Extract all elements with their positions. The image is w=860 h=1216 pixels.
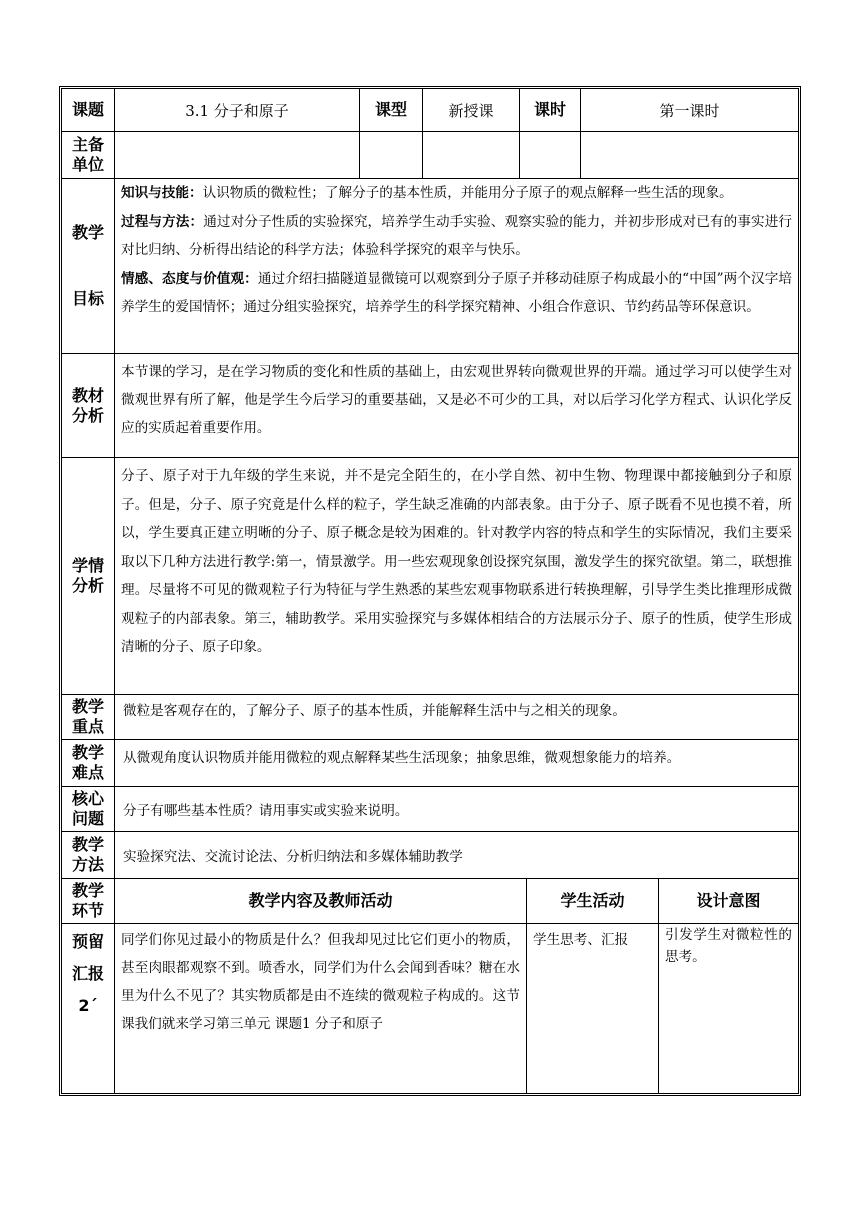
student-column-header bbox=[527, 879, 659, 924]
methods-label-line1: 教学 bbox=[71, 835, 104, 854]
intent-column-header-text: 设计意图 bbox=[696, 891, 761, 910]
core-question-label-line2: 问题 bbox=[71, 809, 104, 828]
goals-knowledge-title: 知识与技能： bbox=[121, 185, 203, 201]
key-points-label-line1: 教学 bbox=[71, 697, 104, 716]
goals-knowledge-text: 认识物质的微粒性；了解分子的基本性质，并能用分子原子的观点解释一些生活的现象。 bbox=[202, 185, 733, 201]
goals-label bbox=[62, 179, 115, 354]
steps-label bbox=[62, 879, 115, 924]
key-points-label bbox=[62, 695, 115, 740]
core-question-label bbox=[62, 787, 115, 832]
period-label-text: 课时 bbox=[533, 100, 566, 119]
difficulties-label-line1: 教学 bbox=[71, 743, 104, 762]
methods-label bbox=[62, 832, 115, 879]
difficulties-text: 从微观角度认识物质并能用微粒的观点解释某些生活现象；抽象思维，微观想象能力的培养。 bbox=[123, 750, 681, 766]
material-label bbox=[62, 354, 115, 458]
goals-content bbox=[115, 179, 798, 354]
step1-student-text: 学生思考、汇报 bbox=[533, 932, 629, 948]
step1-label-line3: 2´ bbox=[78, 996, 98, 1015]
goals-label-line1: 教学 bbox=[71, 223, 104, 242]
core-question-text: 分子有哪些基本性质？请用事实或实验来说明。 bbox=[123, 803, 409, 819]
step1-label-line2: 汇报 bbox=[71, 964, 104, 983]
student-column-header-text: 学生活动 bbox=[560, 891, 625, 910]
goals-label-line2: 目标 bbox=[71, 289, 104, 308]
material-label-line2: 分析 bbox=[71, 405, 104, 425]
material-text: 本节课的学习，是在学习物质的变化和性质的基础上，由宏观世界转向微观世界的开端。通过学习可以使学生对微观世界有所了解，他是学生今后学习的重要基础，又是必不可少的工具，对以后学习化学方程式、认识化学反应的实质起着重要作用。 bbox=[121, 364, 792, 436]
students-label bbox=[62, 458, 115, 695]
lesson-plan-table bbox=[59, 86, 801, 1096]
goals-process bbox=[121, 208, 792, 265]
core-question-label-line1: 核心 bbox=[71, 789, 104, 808]
intent-column-header bbox=[659, 879, 798, 924]
students-label-line2: 分析 bbox=[71, 576, 104, 595]
methods-label-line2: 方法 bbox=[71, 855, 104, 874]
unit-empty-cell-4 bbox=[581, 132, 798, 179]
methods-text: 实验探究法、交流讨论法、分析归纳法和多媒体辅助教学 bbox=[123, 849, 463, 865]
period-value-text: 第一课时 bbox=[659, 101, 720, 120]
unit-empty-cell-2 bbox=[423, 132, 520, 179]
topic-label-text: 课题 bbox=[71, 100, 104, 119]
steps-label-line1: 教学 bbox=[71, 881, 104, 900]
step1-intent bbox=[659, 924, 798, 1093]
unit-label-line2: 单位 bbox=[71, 155, 104, 174]
goals-process-title: 过程与方法： bbox=[121, 213, 204, 230]
difficulties-content bbox=[115, 740, 798, 787]
type-label-text: 课型 bbox=[374, 100, 407, 119]
topic-label bbox=[62, 89, 115, 132]
unit-label bbox=[62, 132, 115, 179]
unit-label-line1: 主备 bbox=[71, 135, 104, 154]
period-value bbox=[581, 89, 798, 132]
type-label bbox=[360, 89, 423, 132]
students-content bbox=[115, 458, 798, 695]
steps-label-line2: 环节 bbox=[71, 901, 104, 920]
difficulties-label-line2: 难点 bbox=[71, 763, 104, 782]
material-content bbox=[115, 354, 798, 458]
step1-intent-text: 引发学生对微粒性的思考。 bbox=[665, 927, 792, 965]
content-column-header bbox=[115, 879, 527, 924]
unit-value-cell bbox=[115, 132, 360, 179]
core-question-content bbox=[115, 787, 798, 832]
type-value-text: 新授课 bbox=[448, 101, 494, 120]
unit-empty-cell-1 bbox=[360, 132, 423, 179]
difficulties-label bbox=[62, 740, 115, 787]
step1-label bbox=[62, 924, 115, 1093]
content-column-header-text: 教学内容及教师活动 bbox=[248, 891, 393, 910]
goals-process-text: 通过对分子性质的实验探究，培养学生动手实验、观察实验的能力，并初步形成对已有的事实进行对比归纳、分析得出结论的科学方法；体验科学探究的艰辛与快乐。 bbox=[121, 213, 793, 258]
step1-content-text: 同学们你见过最小的物质是什么？但我却见过比它们更小的物质，甚至肉眼都观察不到。喷香水，同学们为什么会闻到香味？糖在水里为什么不见了？其实物质都是由不连续的微观粒子构成的。这节课我们就来学习第三单元 课题1 分子和原子 bbox=[121, 932, 520, 1032]
methods-content bbox=[115, 832, 798, 879]
period-label bbox=[520, 89, 581, 132]
unit-empty-cell-3 bbox=[520, 132, 581, 179]
topic-value-text: 3.1 分子和原子 bbox=[185, 101, 289, 120]
key-points-text: 微粒是客观存在的，了解分子、原子的基本性质，并能解释生活中与之相关的现象。 bbox=[123, 703, 626, 719]
key-points-content bbox=[115, 695, 798, 740]
type-value bbox=[423, 89, 520, 132]
goals-emotion-text: 通过介绍扫描隧道显微镜可以观察到分子原子并移动硅原子构成最小的“中国”两个汉字培养学生的爱国情怀；通过分组实验探究，培养学生的科学探究精神、小组合作意识、节约药品等环保意识。 bbox=[121, 270, 792, 315]
topic-value bbox=[115, 89, 360, 132]
step1-student bbox=[527, 924, 659, 1093]
key-points-label-line2: 重点 bbox=[71, 717, 104, 736]
step1-content bbox=[115, 924, 527, 1093]
goals-knowledge bbox=[121, 179, 792, 208]
students-label-line1: 学情 bbox=[71, 556, 104, 575]
goals-emotion-title: 情感、态度与价值观： bbox=[121, 270, 258, 287]
step1-label-line1: 预留 bbox=[71, 932, 104, 951]
material-label-line1: 教材 bbox=[71, 385, 104, 405]
students-text: 分子、原子对于九年级的学生来说，并不是完全陌生的，在小学自然、初中生物、物理课中都接触到分子和原子。但是，分子、原子究竟是什么样的粒子，学生缺乏准确的内部表象。由于分子、原子既看不见也摸不着，所以，学生要真正建立明晰的分子、原子概念是较为困难的。针对教学内容的特点和学生的实际情况，我们主要采取以下几种方法进行教学:第一，情景激学。用一些宏观现象创设探究氛围，激发学生的探究欲望。第二，联想推理。尽量将不可见的微观粒子行为特征与学生熟悉的某些宏观事物联系进行转换理解，引导学生类比推理形成微观粒子的内部表象。第三，辅助教学。采用实验探究与多媒体相结合的方法展示分子、原子的性质，使学生形成清晰的分子、原子印象。 bbox=[121, 468, 792, 655]
goals-emotion bbox=[121, 265, 792, 322]
